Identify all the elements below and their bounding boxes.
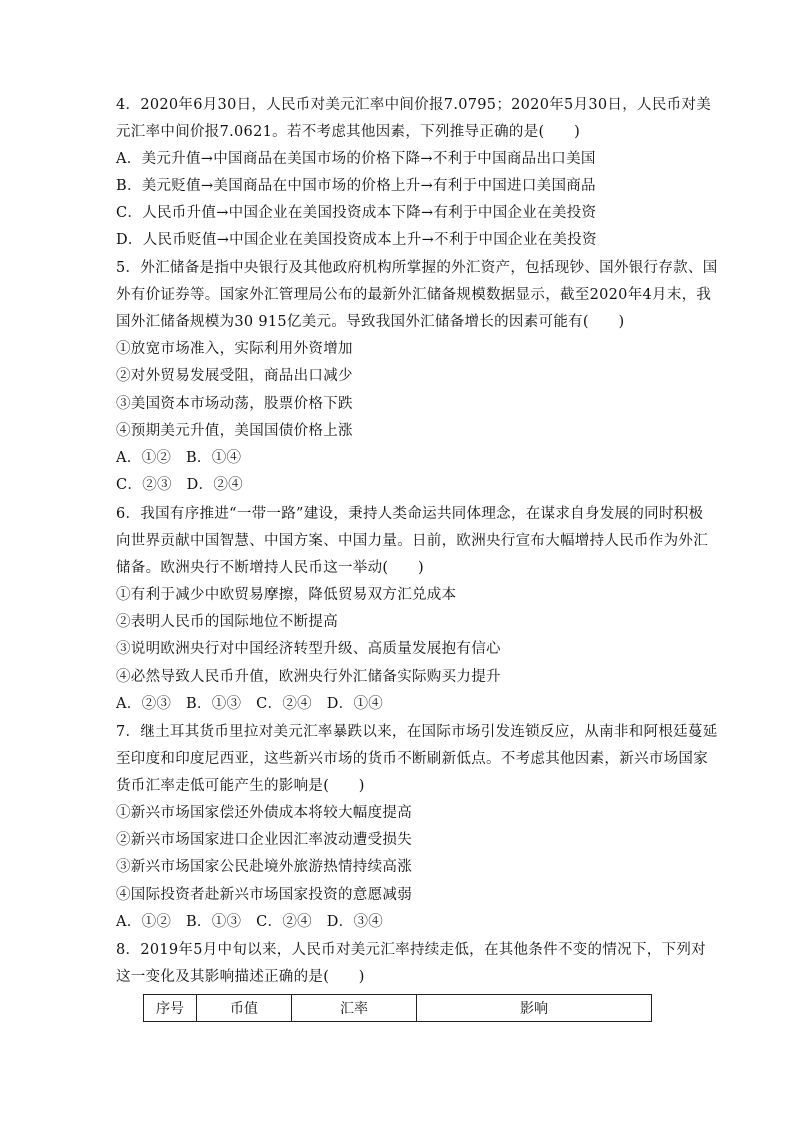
- q8-stem-line-2: 这一变化及其影响描述正确的是( ): [116, 969, 365, 985]
- q7-statement-2: ②新兴市场国家进口企业因汇率波动遭受损失: [116, 832, 412, 848]
- q4-option-b: B．美元贬值→美国商品在中国市场的价格上升→有利于中国进口美国商品: [116, 178, 596, 194]
- table-header-impact: 影响: [417, 995, 652, 1022]
- q6-statement-2: ②表明人民币的国际地位不断提高: [116, 614, 338, 630]
- q5-stem-line-3: 国外汇储备规模为30 915亿美元。导致我国外汇储备增长的因素可能有( ): [116, 314, 625, 330]
- q5-stem-line-2: 外有价证券等。国家外汇管理局公布的最新外汇储备规模数据显示，截至2020年4月末，我: [116, 287, 712, 303]
- q5-options-cd: C．②③ D．②④: [116, 477, 243, 493]
- q7-statement-4: ④国际投资者赴新兴市场国家投资的意愿减弱: [116, 887, 412, 903]
- q5-statement-3: ③美国资本市场动荡，股票价格下跌: [116, 396, 353, 412]
- q6-options: A．②③ B．①③ C．②④ D．①④: [116, 696, 384, 712]
- table-header-currency: 币值: [197, 995, 292, 1022]
- q6-statement-3: ③说明欧洲央行对中国经济转型升级、高质量发展抱有信心: [116, 641, 501, 657]
- q8-table: [143, 994, 652, 1022]
- q6-stem-line-1: 6．我国有序推进“一带一路”建设，秉持人类命运共同体理念，在谋求自身发展的同时积极: [116, 506, 704, 522]
- q5-statement-2: ②对外贸易发展受阻，商品出口减少: [116, 368, 353, 384]
- q6-statement-4: ④必然导致人民币升值，欧洲央行外汇储备实际购买力提升: [116, 669, 501, 685]
- q4-option-a: A．美元升值→中国商品在美国市场的价格下降→不利于中国商品出口美国: [116, 151, 596, 167]
- q5-stem-line-1: 5．外汇储备是指中央银行及其他政府机构所掌握的外汇资产，包括现钞、国外银行存款、国: [116, 260, 718, 276]
- q4-stem-line-1: 4．2020年6月30日，人民币对美元汇率中间价报7.0795；2020年5月30日，人民币对美: [116, 97, 712, 113]
- q7-stem-line-3: 货币汇率走低可能产生的影响是( ): [116, 778, 365, 794]
- q7-options: A．①② B．①③ C．②④ D．③④: [116, 914, 384, 930]
- q6-stem-line-2: 向世界贡献中国智慧、中国方案、中国力量。日前，欧洲央行宣布大幅增持人民币作为外汇: [116, 533, 708, 549]
- table-header-row: [144, 995, 652, 1022]
- q5-statement-1: ①放宽市场准入，实际利用外资增加: [116, 341, 353, 357]
- q7-stem-line-1: 7．继土耳其货币里拉对美元汇率暴跌以来，在国际市场引发连锁反应，从南非和阿根廷蔓延: [116, 724, 718, 740]
- q6-stem-line-3: 储备。欧洲央行不断增持人民币这一举动( ): [116, 560, 424, 576]
- q7-statement-1: ①新兴市场国家偿还外债成本将较大幅度提高: [116, 805, 412, 821]
- table-header-index: 序号: [144, 995, 197, 1022]
- q7-stem-line-2: 至印度和印度尼西亚，这些新兴市场的货币不断刷新低点。不考虑其他因素，新兴市场国家: [116, 751, 708, 767]
- q4-option-d: D．人民币贬值→中国企业在美国投资成本上升→不利于中国企业在美投资: [116, 232, 597, 248]
- q8-stem-line-1: 8．2019年5月中旬以来，人民币对美元汇率持续走低，在其他条件不变的情况下，下列对: [116, 942, 706, 958]
- q4-option-c: C．人民币升值→中国企业在美国投资成本下降→有利于中国企业在美投资: [116, 205, 597, 221]
- q5-statement-4: ④预期美元升值，美国国债价格上涨: [116, 423, 353, 439]
- q7-statement-3: ③新兴市场国家公民赴境外旅游热情持续高涨: [116, 859, 412, 875]
- q6-statement-1: ①有利于减少中欧贸易摩擦，降低贸易双方汇兑成本: [116, 587, 457, 603]
- table-header-rate: 汇率: [292, 995, 417, 1022]
- q4-stem-line-2: 元汇率中间价报7.0621。若不考虑其他因素，下列推导正确的是( ): [116, 124, 581, 140]
- q5-options-ab: A．①② B．①④: [116, 450, 242, 466]
